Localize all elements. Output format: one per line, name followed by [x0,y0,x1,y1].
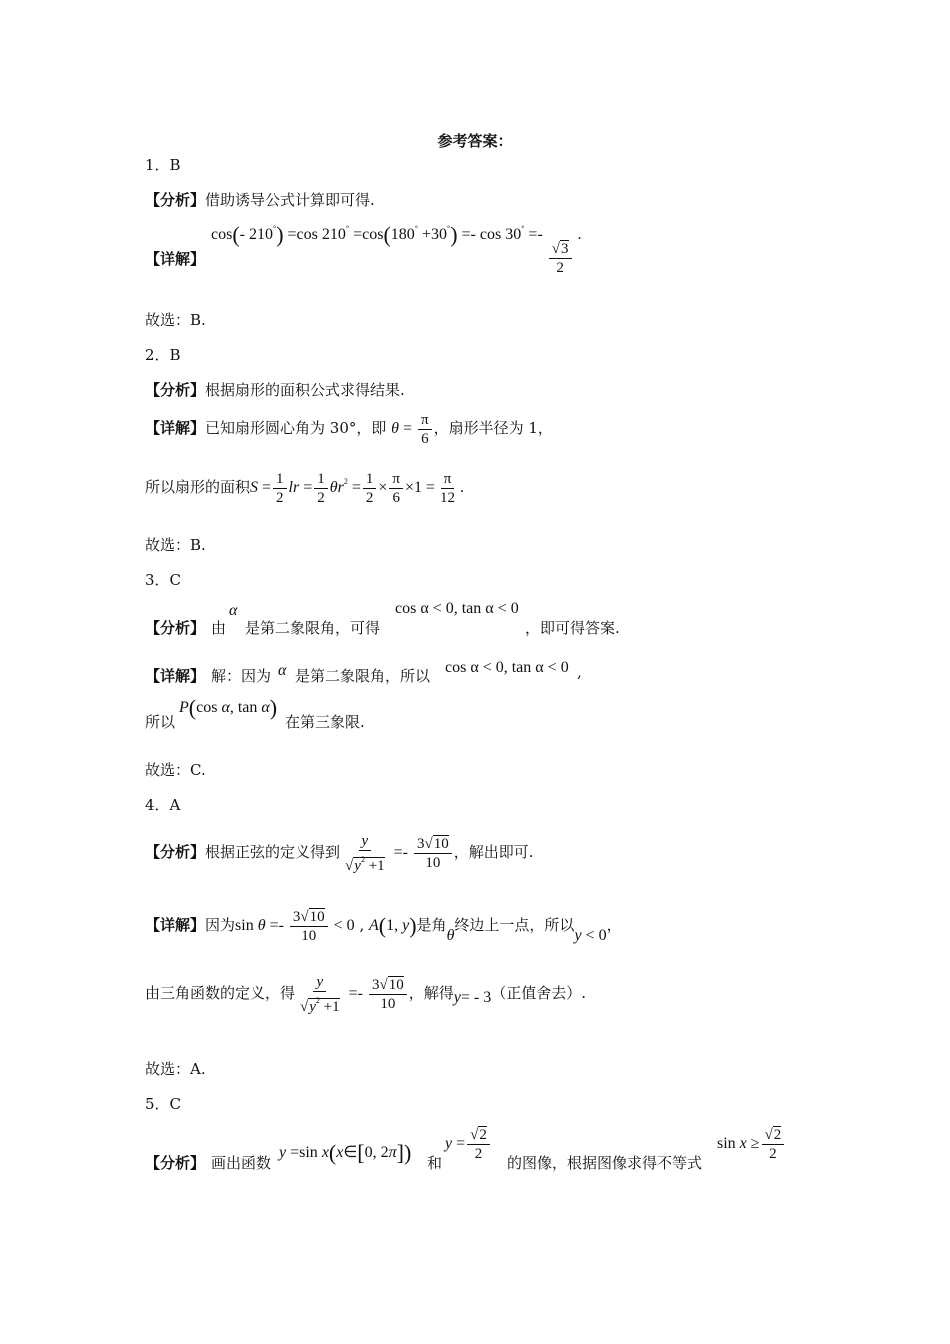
analysis-text: 借助诱导公式计算即可得. [205,191,375,209]
detail-label: 【详解】 [145,250,206,268]
detail-suffix: ， [606,916,622,935]
detail-mid: 是第二象限角，所以 [295,667,431,685]
analysis-label: 【分析】 [145,843,206,862]
detail-suffix: ，扇形半径为 1， [433,419,553,438]
q1-answer: 故选：B. [145,311,206,329]
analysis-math: $\frac{y}{√y^2 +1}$ =- $\frac{3√10}{10}$ [340,844,454,861]
def-mid: ，解得 [408,984,454,1003]
point-suffix: 在第三象限. [285,713,365,731]
q5-number: 5．C [145,1095,182,1113]
q3-number: 3．C [145,571,182,589]
analysis-mid: 的图像，根据图像求得不等式 [507,1154,703,1172]
detail-suffix: , [577,663,582,681]
q2-detail [145,411,553,448]
q3-answer: 故选：C. [145,761,206,779]
area-prefix: 所以扇形的面积 [145,478,251,497]
q2-analysis [145,379,405,400]
point-prefix: 所以 [145,713,176,731]
q4-analysis [145,832,534,875]
sin-theta-math: sin θ =- $\frac{3√10}{10}$ < 0 [235,909,355,944]
alpha-symbol: α [229,602,238,619]
q4-number: 4．A [145,796,181,814]
analysis-func: y =sin x(x∈[0, 2π]) [279,1140,412,1165]
q4-definition [145,973,586,1016]
detail-label: 【详解】 [145,419,206,438]
detail-prefix: 因为 [205,916,236,935]
detail-label: 【详解】 [145,667,206,685]
point-math: P(cos α, tan α) [179,695,278,720]
analysis-label: 【分析】 [145,619,206,637]
q4-answer: 故选：A. [145,1060,206,1078]
theta-symbol: θ [446,927,455,945]
point-a-math: A(1, y) [369,913,417,939]
analysis-and: 和 [427,1154,443,1172]
alpha-symbol: α [278,662,287,679]
analysis-prefix: 画出函数 [211,1154,272,1172]
page-title: 参考答案： [437,132,513,150]
theta-math: θ = $\frac{\pi}{6}$ [391,420,433,437]
q2-area [145,470,464,507]
analysis-line: y = $\frac{√2}{2}$ [445,1126,492,1163]
analysis-prefix: 由 [211,619,227,637]
analysis-ineq: sin x ≥ $\frac{√2}{2}$ [717,1126,786,1163]
y-cond-math: y < 0 [574,927,607,945]
analysis-text: 根据扇形的面积公式求得结果. [205,381,405,399]
q2-number: 2．B [145,346,181,364]
analysis-label: 【分析】 [145,1154,206,1172]
detail-label: 【详解】 [145,916,206,935]
q1-detail [145,222,582,276]
detail-prefix: 已知扇形圆心角为 30°，即 [205,419,387,438]
detail-math: cos α < 0, tan α < 0 [445,659,569,676]
def-math: $\frac{y}{√y^2 +1}$ =- $\frac{3√10}{10}$ [295,985,409,1002]
analysis-suffix: ，解出即可. [453,843,534,862]
detail-mid: 是角 [416,916,447,935]
area-math: S = $\frac{1}{2}$ lr = $\frac{1}{2}$ $\theta r^2$ = $\frac{1}{2}$ × $\frac{\pi}{6}$ ×1 = $\frac{\pi}{12}$ . [250,471,465,506]
def-suffix: （正值舍去）. [491,984,586,1003]
q1-number: 1．B [145,156,181,174]
analysis-mid: 是第二象限角，可得 [245,619,381,637]
q4-detail: 【详解】因为sin θ =- $\frac{3√10}{10}$ < 0 , A(1, y)是角θ终边上一点，所以y < 0， [145,909,622,945]
analysis-math: cos α < 0, tan α < 0 [395,600,519,617]
analysis-label: 【分析】 [145,191,206,209]
detail-prefix: 解：因为 [211,667,272,685]
q2-answer: 故选：B. [145,536,206,554]
q1-analysis [145,189,375,210]
def-result: y= - 3 [453,989,492,1007]
q1-detail-math: cos(- 210°) =cos 210° =cos(180° +30°) =- cos 30° =- $\frac{√3}{2}$ . [211,222,582,276]
def-prefix: 由三角函数的定义，得 [145,984,296,1003]
analysis-prefix: 根据正弦的定义得到 [205,843,341,862]
analysis-label: 【分析】 [145,381,206,399]
detail-mid2: 终边上一点，所以 [454,916,575,935]
analysis-suffix: ，即可得答案. [525,619,620,637]
